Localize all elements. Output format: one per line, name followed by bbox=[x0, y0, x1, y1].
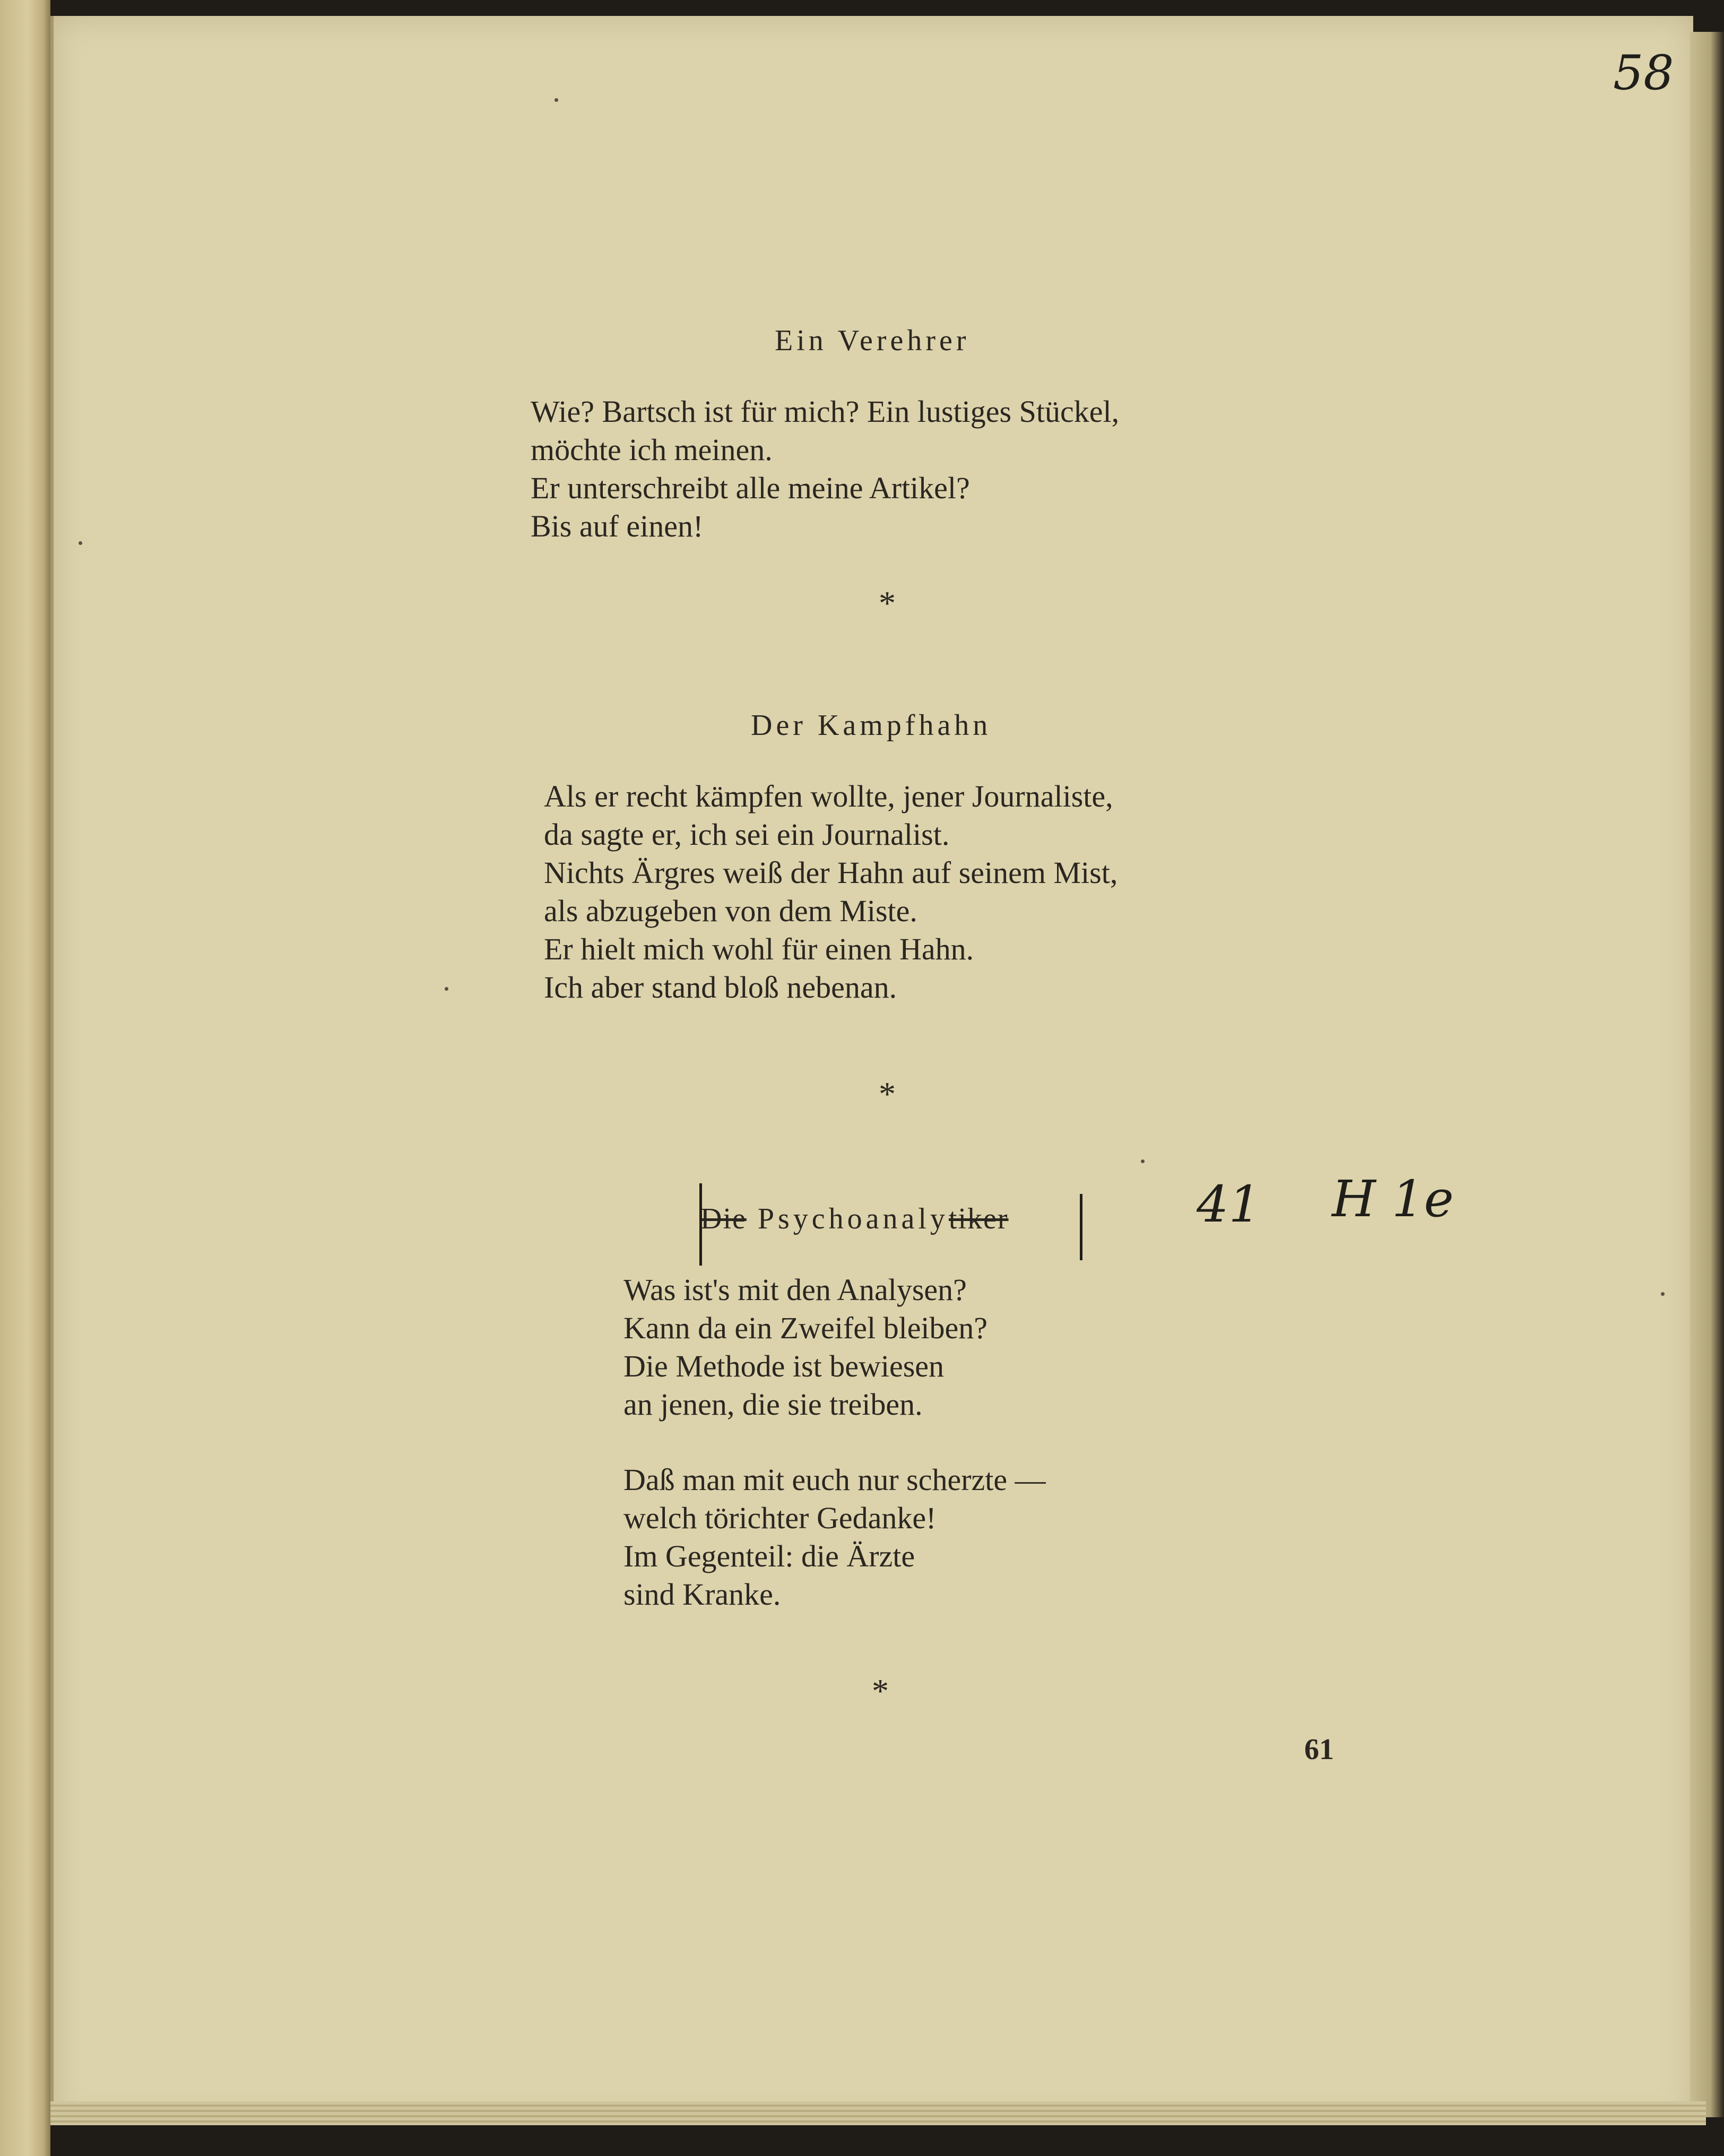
poem-line: Nichts Ärgres weiß der Hahn auf seinem Mist, bbox=[544, 855, 1118, 890]
stanza-gap bbox=[623, 1424, 1046, 1461]
poem-psychoanalytiker bbox=[623, 1271, 1046, 1614]
poem-line: an jenen, die sie treiben. bbox=[623, 1387, 923, 1422]
handwritten-note-1: 41 bbox=[1197, 1175, 1261, 1234]
poem-der-kampfhahn bbox=[544, 777, 1117, 1007]
paper-speck bbox=[79, 541, 82, 545]
paper-speck bbox=[1661, 1292, 1665, 1296]
poem-line: Im Gegenteil: die Ärzte bbox=[623, 1539, 915, 1573]
poem-line: Kann da ein Zweifel bleiben? bbox=[623, 1311, 988, 1345]
poem-line: welch törichter Gedanke! bbox=[623, 1501, 937, 1535]
poem-title-ein-verehrer: Ein Verehrer bbox=[775, 324, 970, 357]
poem-line: Bis auf einen! bbox=[531, 509, 704, 543]
page-stack-edge bbox=[50, 2101, 1706, 2125]
struck-title-prefix: Die bbox=[700, 1202, 747, 1235]
paper-speck bbox=[1141, 1159, 1145, 1163]
handwritten-note-2: H 1e bbox=[1332, 1170, 1454, 1228]
poem-line: Er unterschreibt alle meine Artikel? bbox=[531, 471, 970, 505]
folio-mark: 58 bbox=[1613, 45, 1674, 101]
poem-line: möchte ich meinen. bbox=[531, 432, 773, 467]
poem-line: sind Kranke. bbox=[623, 1577, 781, 1612]
poem-line: Wie? Bartsch ist für mich? Ein lustiges Stückel, bbox=[531, 394, 1120, 429]
separator-star: * bbox=[879, 1075, 896, 1113]
poem-line: Was ist's mit den Analysen? bbox=[623, 1272, 967, 1307]
edit-mark-right bbox=[1080, 1194, 1082, 1260]
separator-star: * bbox=[872, 1672, 889, 1710]
paper-speck bbox=[445, 987, 448, 991]
struck-title-suffix: tiker bbox=[948, 1202, 1009, 1235]
book-gutter bbox=[0, 0, 50, 2156]
poem-line: Er hielt mich wohl für einen Hahn. bbox=[544, 932, 974, 966]
title-core: Psychoanaly bbox=[757, 1202, 949, 1235]
poem-line: Als er recht kämpfen wollte, jener Journaliste, bbox=[544, 779, 1113, 813]
separator-star: * bbox=[879, 584, 896, 622]
poem-title-der-kampfhahn: Der Kampfhahn bbox=[751, 709, 992, 742]
poem-ein-verehrer bbox=[531, 393, 1119, 546]
poem-line: Die Methode ist bewiesen bbox=[623, 1349, 945, 1383]
edit-mark-left bbox=[699, 1183, 702, 1266]
poem-line: Ich aber stand bloß nebenan. bbox=[544, 970, 897, 1005]
page-number: 61 bbox=[1304, 1733, 1334, 1766]
poem-line: da sagte er, ich sei ein Journalist. bbox=[544, 817, 950, 852]
poem-line: als abzugeben von dem Miste. bbox=[544, 894, 917, 928]
paper-speck bbox=[555, 98, 558, 102]
page-edge bbox=[1690, 32, 1724, 2117]
poem-line: Daß man mit euch nur scherzte — bbox=[623, 1462, 1046, 1497]
poem-title-psychoanalytiker bbox=[700, 1202, 1009, 1236]
